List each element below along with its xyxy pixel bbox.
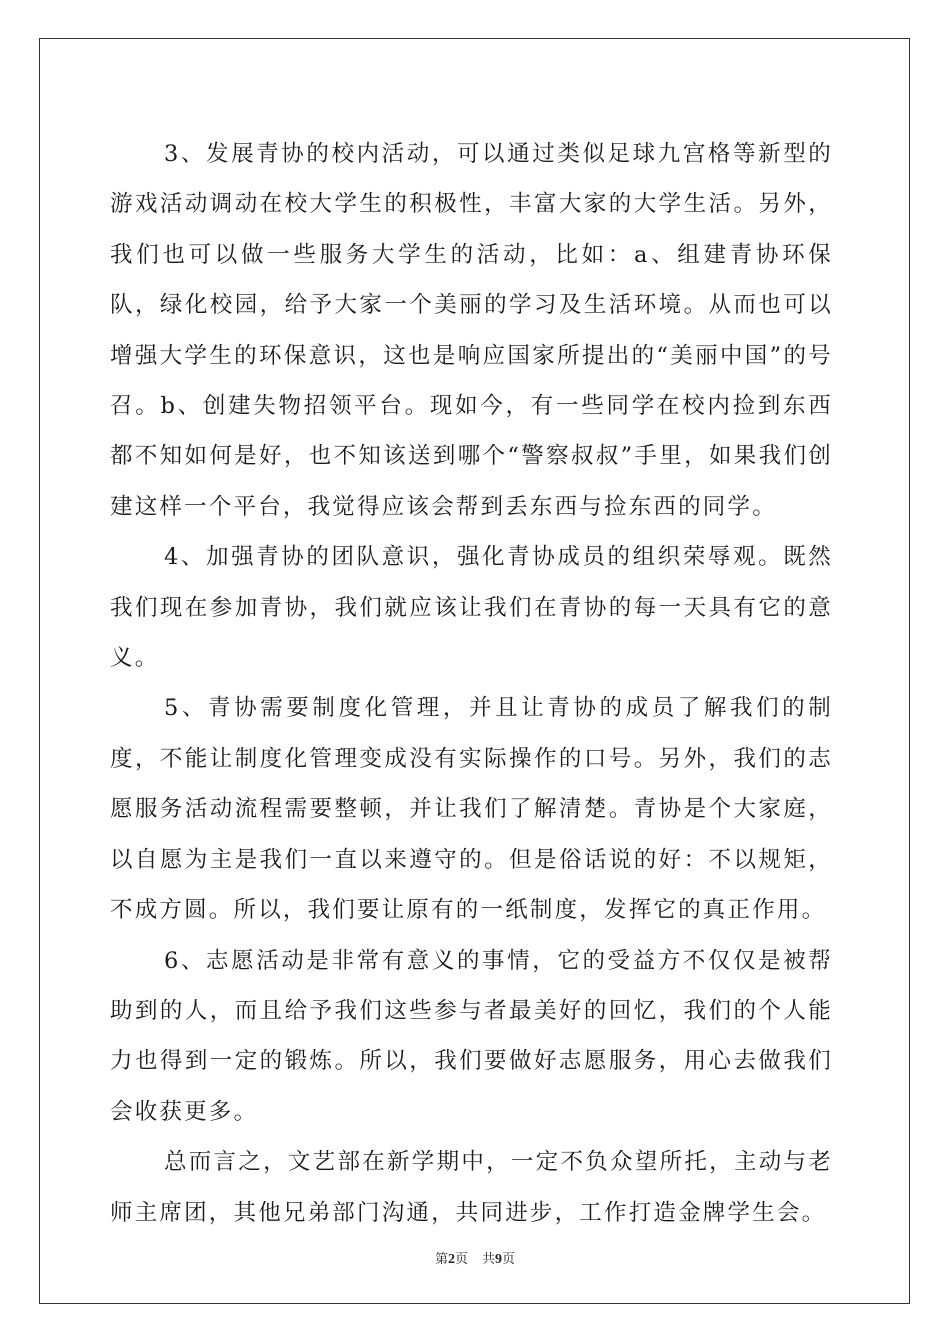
paragraph-item-3: 3、发展青协的校内活动，可以通过类似足球九宫格等新型的游戏活动调动在校大学生的积极性，丰富大家的大学生活。另外，我们也可以做一些服务大学生的活动，比如：a、组建青协环保队，绿化校园，给予大家一个美丽的学习及生活环境。从而也可以增强大学生的环保意识，这也是响应国家所提出的“美丽中国”的号召。b、创建失物招领平台。现如今，有一些同学在校内捡到东西都不知如何是好，也不知该送到哪个“警察叔叔”手里，如果我们创建这样一个平台，我觉得应该会帮到丢东西与捡东西的同学。 bbox=[110, 141, 833, 520]
paragraph-item-4: 4、加强青协的团队意识，强化青协成员的组织荣辱观。既然我们现在参加青协，我们就应该让我们在青协的每一天具有它的意义。 bbox=[110, 544, 833, 672]
total-suffix: 页 bbox=[502, 1252, 516, 1267]
page-number: 2 bbox=[447, 1252, 455, 1267]
document-body bbox=[110, 129, 833, 1238]
paragraph-conclusion: 总而言之，文艺部在新学期中，一定不负众望所托，主动与老师主席团，其他兄弟部门沟通，共同进步，工作打造金牌学生会。 bbox=[110, 1149, 833, 1226]
page-footer bbox=[0, 1248, 950, 1268]
paragraph-item-6: 6、志愿活动是非常有意义的事情，它的受益方不仅仅是被帮助到的人，而且给予我们这些参与者最美好的回忆，我们的个人能力也得到一定的锻炼。所以，我们要做好志愿服务，用心去做我们会收获更多。 bbox=[110, 947, 833, 1125]
total-prefix: 共 bbox=[482, 1252, 496, 1267]
paragraph-item-5: 5、青协需要制度化管理，并且让青协的成员了解我们的制度，不能让制度化管理变成没有实际操作的口号。另外，我们的志愿服务活动流程需要整顿，并让我们了解清楚。青协是个大家庭，以自愿为主是我们一直以来遵守的。但是俗话说的好：不以规矩，不成方圆。所以，我们要让原有的一纸制度，发挥它的真正作用。 bbox=[110, 695, 833, 924]
total-pages: 9 bbox=[495, 1252, 503, 1267]
page-suffix: 页 bbox=[454, 1252, 468, 1267]
page-prefix: 第 bbox=[434, 1252, 448, 1267]
